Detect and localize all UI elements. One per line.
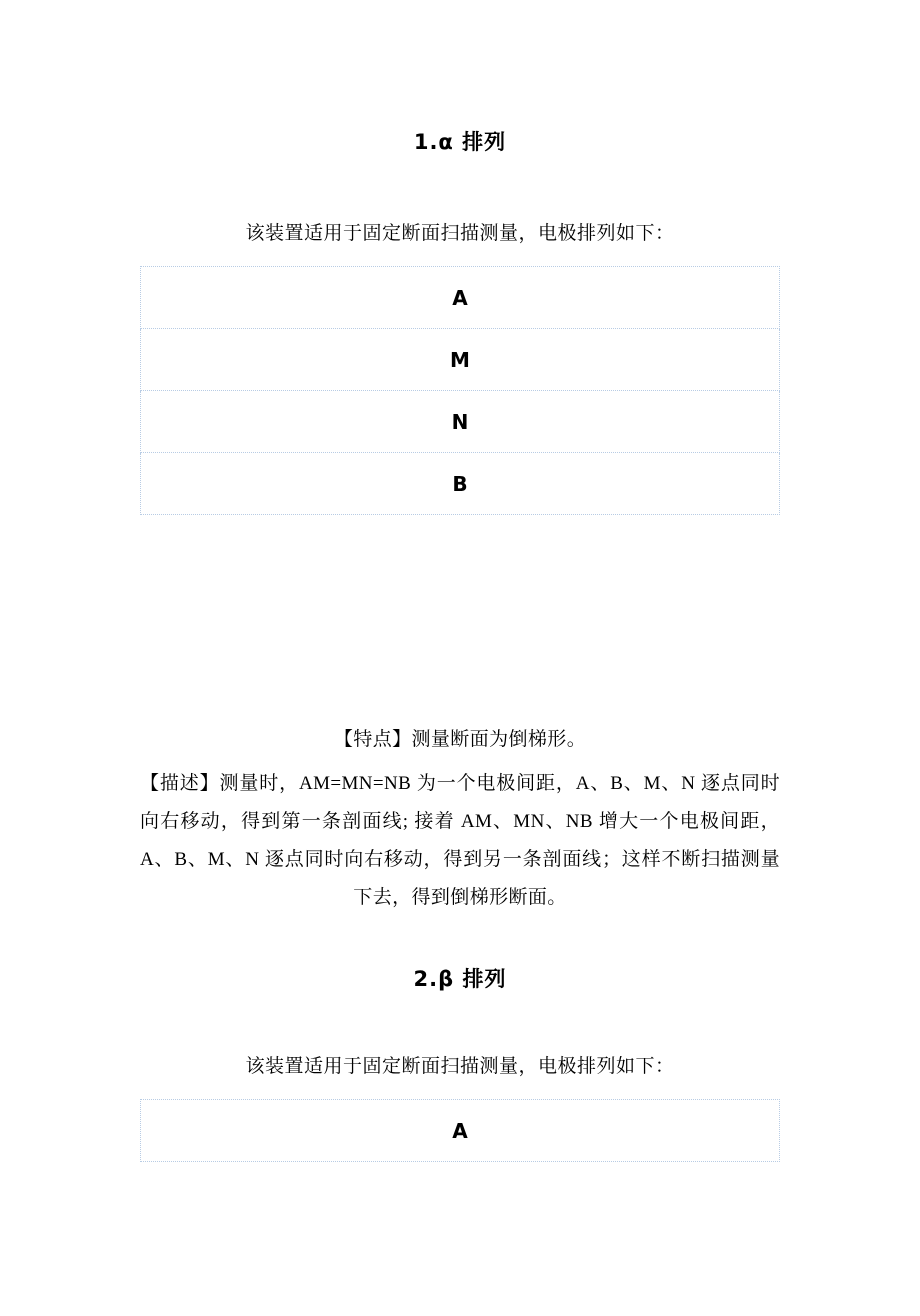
section-heading-alpha: 1.α 排列	[413, 130, 507, 155]
table-row	[141, 453, 780, 515]
table-row	[141, 329, 780, 391]
section-heading-beta: 2.β 排列	[413, 967, 507, 992]
table-row	[141, 267, 780, 329]
section-alpha-intro-text: 该装置适用于固定断面扫描测量，电极排列如下：	[245, 223, 675, 245]
document-page	[0, 14, 920, 1316]
table-row	[141, 391, 780, 453]
feature-paragraph	[140, 721, 780, 759]
electrode-arrangement-table-beta	[140, 1099, 780, 1162]
electrode-cell-m: M	[141, 329, 780, 391]
description-text: 测量时，AM=MN=NB 为一个电极间距，A、B、M、N 逐点同时向右移动，得到第一条剖面线; 接着 AM、MN、NB 增大一个电极间距，A、B、M、N 逐点同时向右移动，得到另一条剖面线；这样不断扫描测量下去，得到倒梯形断面。	[140, 773, 781, 909]
table-row	[141, 1100, 780, 1162]
electrode-cell-n: N	[141, 391, 780, 453]
feature-label: 【特点】	[333, 729, 412, 751]
section-beta-intro-text: 该装置适用于固定断面扫描测量，电极排列如下：	[245, 1056, 675, 1078]
vertical-spacer	[140, 515, 780, 721]
electrode-cell-b: B	[141, 453, 780, 515]
description-label: 【描述】	[140, 773, 220, 795]
electrode-cell-a: A	[141, 1100, 780, 1162]
electrode-cell-a: A	[141, 267, 780, 329]
feature-text: 测量断面为倒梯形。	[411, 729, 587, 751]
description-paragraph	[140, 765, 780, 917]
electrode-arrangement-table-alpha	[140, 266, 780, 515]
